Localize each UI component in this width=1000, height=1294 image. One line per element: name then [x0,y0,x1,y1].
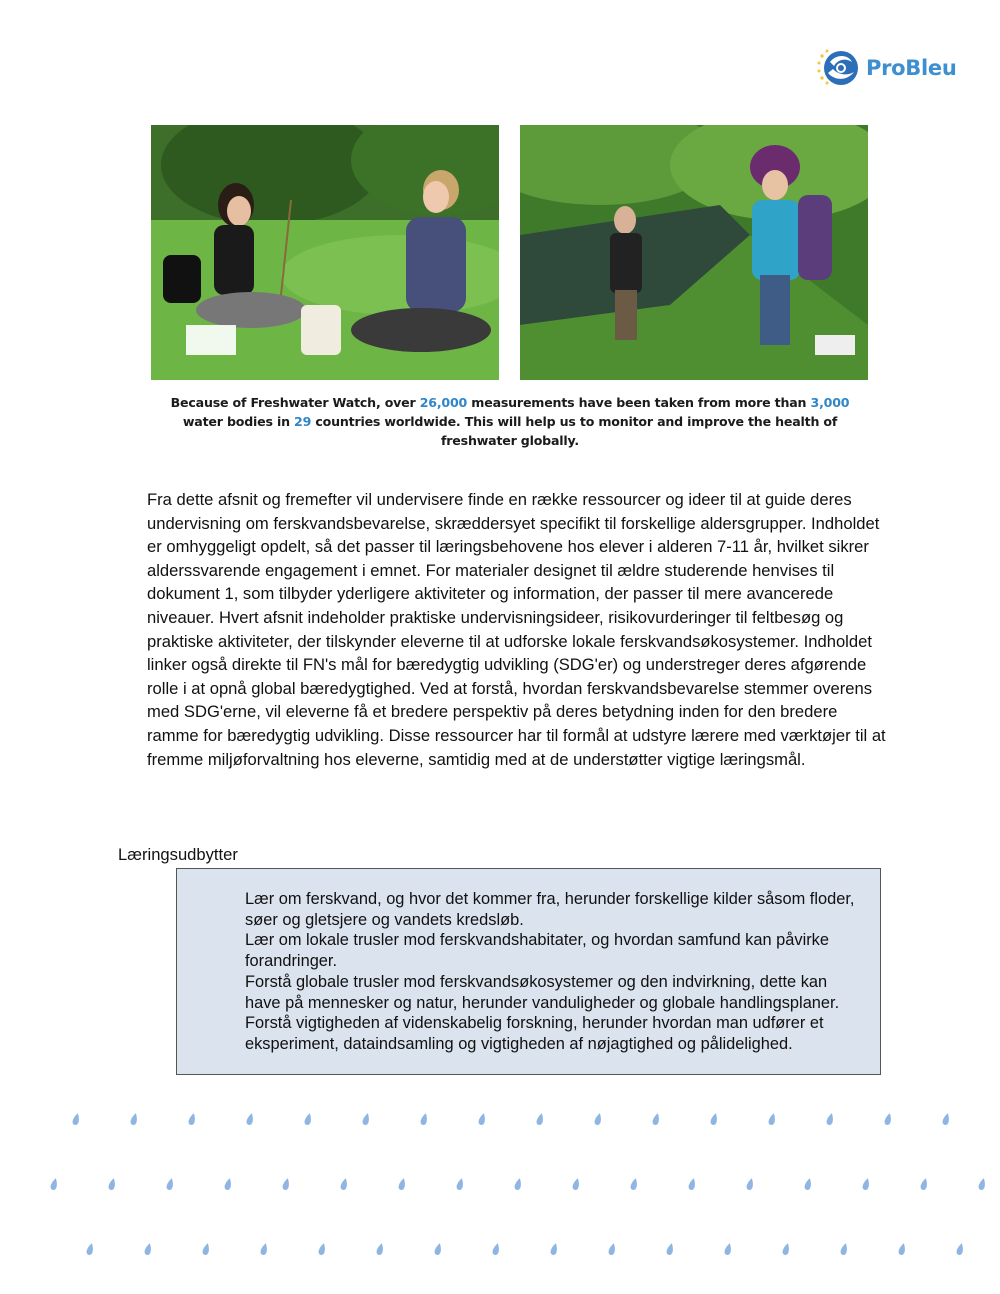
droplet-icon [202,1242,211,1255]
droplet-icon [536,1112,545,1125]
droplet-icon [224,1177,233,1190]
droplet-icon [50,1177,59,1190]
learning-outcome-item: Forstå globale trusler mod ferskvandsøkosystemer og den indvirkning, dette kan have på mennesker og natur, herunder vanduligheder og globale handlingsplaner. [245,972,840,1012]
photo-caption [160,393,860,450]
droplet-icon [978,1177,987,1190]
droplet-icon [782,1242,791,1255]
droplet-icon [144,1242,153,1255]
learning-outcomes-list [177,869,880,1055]
droplet-icon [362,1112,371,1125]
droplet-icon [688,1177,697,1190]
droplet-icon [188,1112,197,1125]
learning-outcomes-heading: Læringsudbytter [118,845,238,864]
droplet-icon [920,1177,929,1190]
probleu-globe-icon [814,46,862,90]
droplet-icon [746,1177,755,1190]
droplet-icon [340,1177,349,1190]
droplet-icon [456,1177,465,1190]
droplet-icon [398,1177,407,1190]
droplet-icon [572,1177,581,1190]
intro-paragraph: Fra dette afsnit og fremefter vil undervisere finde en række ressourcer og ideer til at guide deres undervisning om ferskvandsbevarelse, skræddersyet specifikt til forskellige aldersgrupper. Indholdet er omhyggeligt opdelt, så det passer til læringsbehovene hos elever i alderen 7-11 år, hvilket sikrer alderssvarende engagement i emnet. For materialer designet til ældre studerende henvises til dokument 1, som tilbyder yderligere aktiviteter og information, der passer til mere avancerede niveauer. Hvert afsnit indeholder praktiske undervisningsideer, risikovurderinger til feltbesøg og praktiske aktiviteter, der tilskynder eleverne til at udforske lokale ferskvandsøkosystemer. Indholdet linker også direkte til FN's mål for bæredygtig udvikling (SDG'er) og understreger deres afgørende rolle i at opnå global bæredygtighed. Ved at forstå, hvordan ferskvandsbevarelse stemmer overens med SDG'erne, vil eleverne få et bredere perspektiv på deres betydning inden for den bredere ramme for bæredygtig udvikling. Disse ressourcer har til formål at udstyre lærere med værktøjer til at fremme miljøforvaltning hos eleverne, samtidig med at de understøtter vigtige læringsmål. [147,490,886,769]
droplet-icon [898,1242,907,1255]
droplet-icon [72,1112,81,1125]
decorative-droplets [0,1100,1000,1280]
droplet-icon [608,1242,617,1255]
learning-outcome-item: Lær om ferskvand, og hvor det kommer fra, herunder forskellige kilder såsom floder, søer og gletsjere og vandets kredsløb. [245,890,855,929]
droplet-icon [826,1112,835,1125]
droplet-icon [514,1177,523,1190]
droplet-icon [478,1112,487,1125]
probleu-logo [814,46,956,90]
droplet-icon [884,1112,893,1125]
droplet-icon [804,1177,813,1190]
learning-outcome-item: Lær om lokale trusler mod ferskvandshabitater, og hvordan samfund kan påvirke forandringer. [245,931,829,971]
droplet-icon [246,1112,255,1125]
learning-outcomes-box [176,868,881,1075]
droplet-icon [130,1112,139,1125]
droplet-icon [86,1242,95,1255]
droplet-icon [304,1112,313,1125]
caption-text: water bodies in [182,414,295,429]
droplet-icon [282,1177,291,1190]
droplet-icon [956,1242,965,1255]
droplet-icon [108,1177,117,1190]
caption-text: measurements have been taken from more than [467,395,811,410]
droplet-icon [434,1242,443,1255]
caption-number-measurements: 26,000 [419,395,468,410]
droplet-icon [260,1242,269,1255]
brand-name: ProBleu [866,56,957,80]
droplet-icon [630,1177,639,1190]
photo-students-testing-water [151,125,499,380]
droplet-icon [420,1112,429,1125]
droplet-icon [594,1112,603,1125]
photo-stream-sampling [520,125,868,380]
droplet-icon [710,1112,719,1125]
droplet-icon [492,1242,501,1255]
droplet-icon [166,1177,175,1190]
droplet-icon [840,1242,849,1255]
droplet-icon [724,1242,733,1255]
droplet-icon [768,1112,777,1125]
droplet-icon [652,1112,661,1125]
droplet-icon [942,1112,951,1125]
caption-text: Because of Freshwater Watch, over [170,395,420,410]
droplet-icon [550,1242,559,1255]
caption-number-countries: 29 [294,414,312,429]
caption-text: countries worldwide. This will help us to monitor and improve the health of freshwater globally. [311,414,838,448]
droplet-icon [666,1242,675,1255]
droplet-icon [862,1177,871,1190]
droplet-icon [318,1242,327,1255]
learning-outcome-item: Forstå vigtigheden af videnskabelig forskning, herunder hvordan man udfører et eksperiment, dataindsamling og vigtigheden af nøjagtighed og pålidelighed. [245,1014,824,1053]
droplet-icon [376,1242,385,1255]
caption-number-water-bodies: 3,000 [810,395,850,410]
